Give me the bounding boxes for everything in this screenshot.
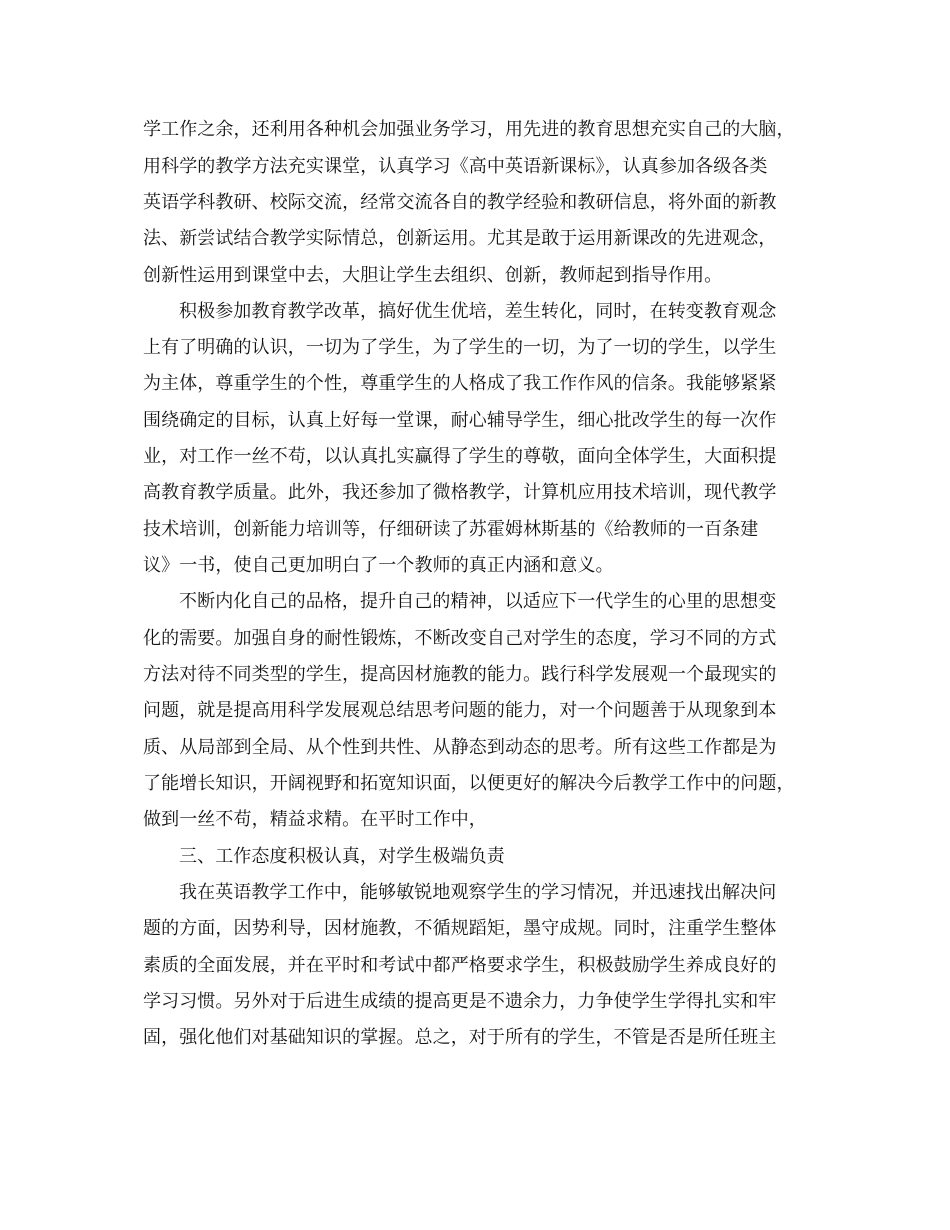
text-line: 质、从局部到全局、从个性到共性、从静态到动态的思考。所有这些工作都是为	[143, 737, 777, 758]
text-line: 固，强化他们对基础知识的掌握。总之，对于所有的学生，不管是否是所任班主	[143, 1027, 777, 1048]
text-line: 学工作之余，还利用各种机会加强业务学习，用先进的教育思想充实自己的大脑，	[143, 119, 795, 140]
text-line: 素质的全面发展，并在平时和考试中都严格要求学生，积极鼓励学生养成良好的	[143, 955, 777, 976]
section-heading: 三、工作态度积极认真，对学生极端负责	[179, 846, 505, 867]
paragraph-first-line: 不断内化自己的品格，提升自己的精神，以适应下一代学生的心里的思想变	[179, 591, 777, 612]
paragraph-first-line: 积极参加教育教学改革，搞好优生优培，差生转化，同时，在转变教育观念	[179, 301, 777, 322]
text-line: 了能增长知识，开阔视野和拓宽知识面，以便更好的解决今后教学工作中的问题，	[143, 773, 795, 794]
text-line: 高教育教学质量。此外，我还参加了微格教学，计算机应用技术培训，现代教学	[143, 482, 777, 503]
text-line: 上有了明确的认识，一切为了学生，为了学生的一切，为了一切的学生，以学生	[143, 337, 777, 358]
paragraph-first-line: 我在英语教学工作中，能够敏锐地观察学生的学习情况，并迅速找出解决问	[179, 882, 777, 903]
text-line: 为主体，尊重学生的个性，尊重学生的人格成了我工作作风的信条。我能够紧紧	[143, 373, 777, 394]
text-line: 学习习惯。另外对于后进生成绩的提高更是不遗余力，力争使学生学得扎实和牢	[143, 991, 777, 1012]
text-line: 业，对工作一丝不苟，以认真扎实赢得了学生的尊敬，面向全体学生，大面积提	[143, 446, 777, 467]
text-line: 技术培训，创新能力培训等，仔细研读了苏霍姆林斯基的《给教师的一百条建	[143, 519, 759, 540]
text-line: 方法对待不同类型的学生，提高因材施教的能力。践行科学发展观一个最现实的	[143, 664, 777, 685]
text-line: 化的需要。加强自身的耐性锻炼，不断改变自己对学生的态度，学习不同的方式	[143, 628, 777, 649]
text-line: 问题，就是提高用科学发展观总结思考问题的能力，对一个问题善于从现象到本	[143, 700, 777, 721]
text-line: 题的方面，因势利导，因材施教，不循规蹈矩，墨守成规。同时，注重学生整体	[143, 918, 777, 939]
text-line: 创新性运用到课堂中去，大胆让学生去组织、创新，教师起到指导作用。	[143, 265, 723, 286]
text-line: 议》一书，使自己更加明白了一个教师的真正内涵和意义。	[143, 555, 614, 576]
text-line: 围绕确定的目标，认真上好每一堂课，耐心辅导学生，细心批改学生的每一次作	[143, 410, 777, 431]
text-line: 做到一丝不苟，精益求精。在平时工作中，	[143, 809, 487, 830]
text-line: 英语学科教研、校际交流，经常交流各自的教学经验和教研信息，将外面的新教	[143, 192, 777, 213]
text-line: 用科学的教学方法充实课堂，认真学习《高中英语新课标》，认真参加各级各类	[143, 156, 768, 177]
text-line: 法、新尝试结合教学实际情总，创新运用。尤其是敢于运用新课改的先进观念，	[143, 228, 777, 249]
